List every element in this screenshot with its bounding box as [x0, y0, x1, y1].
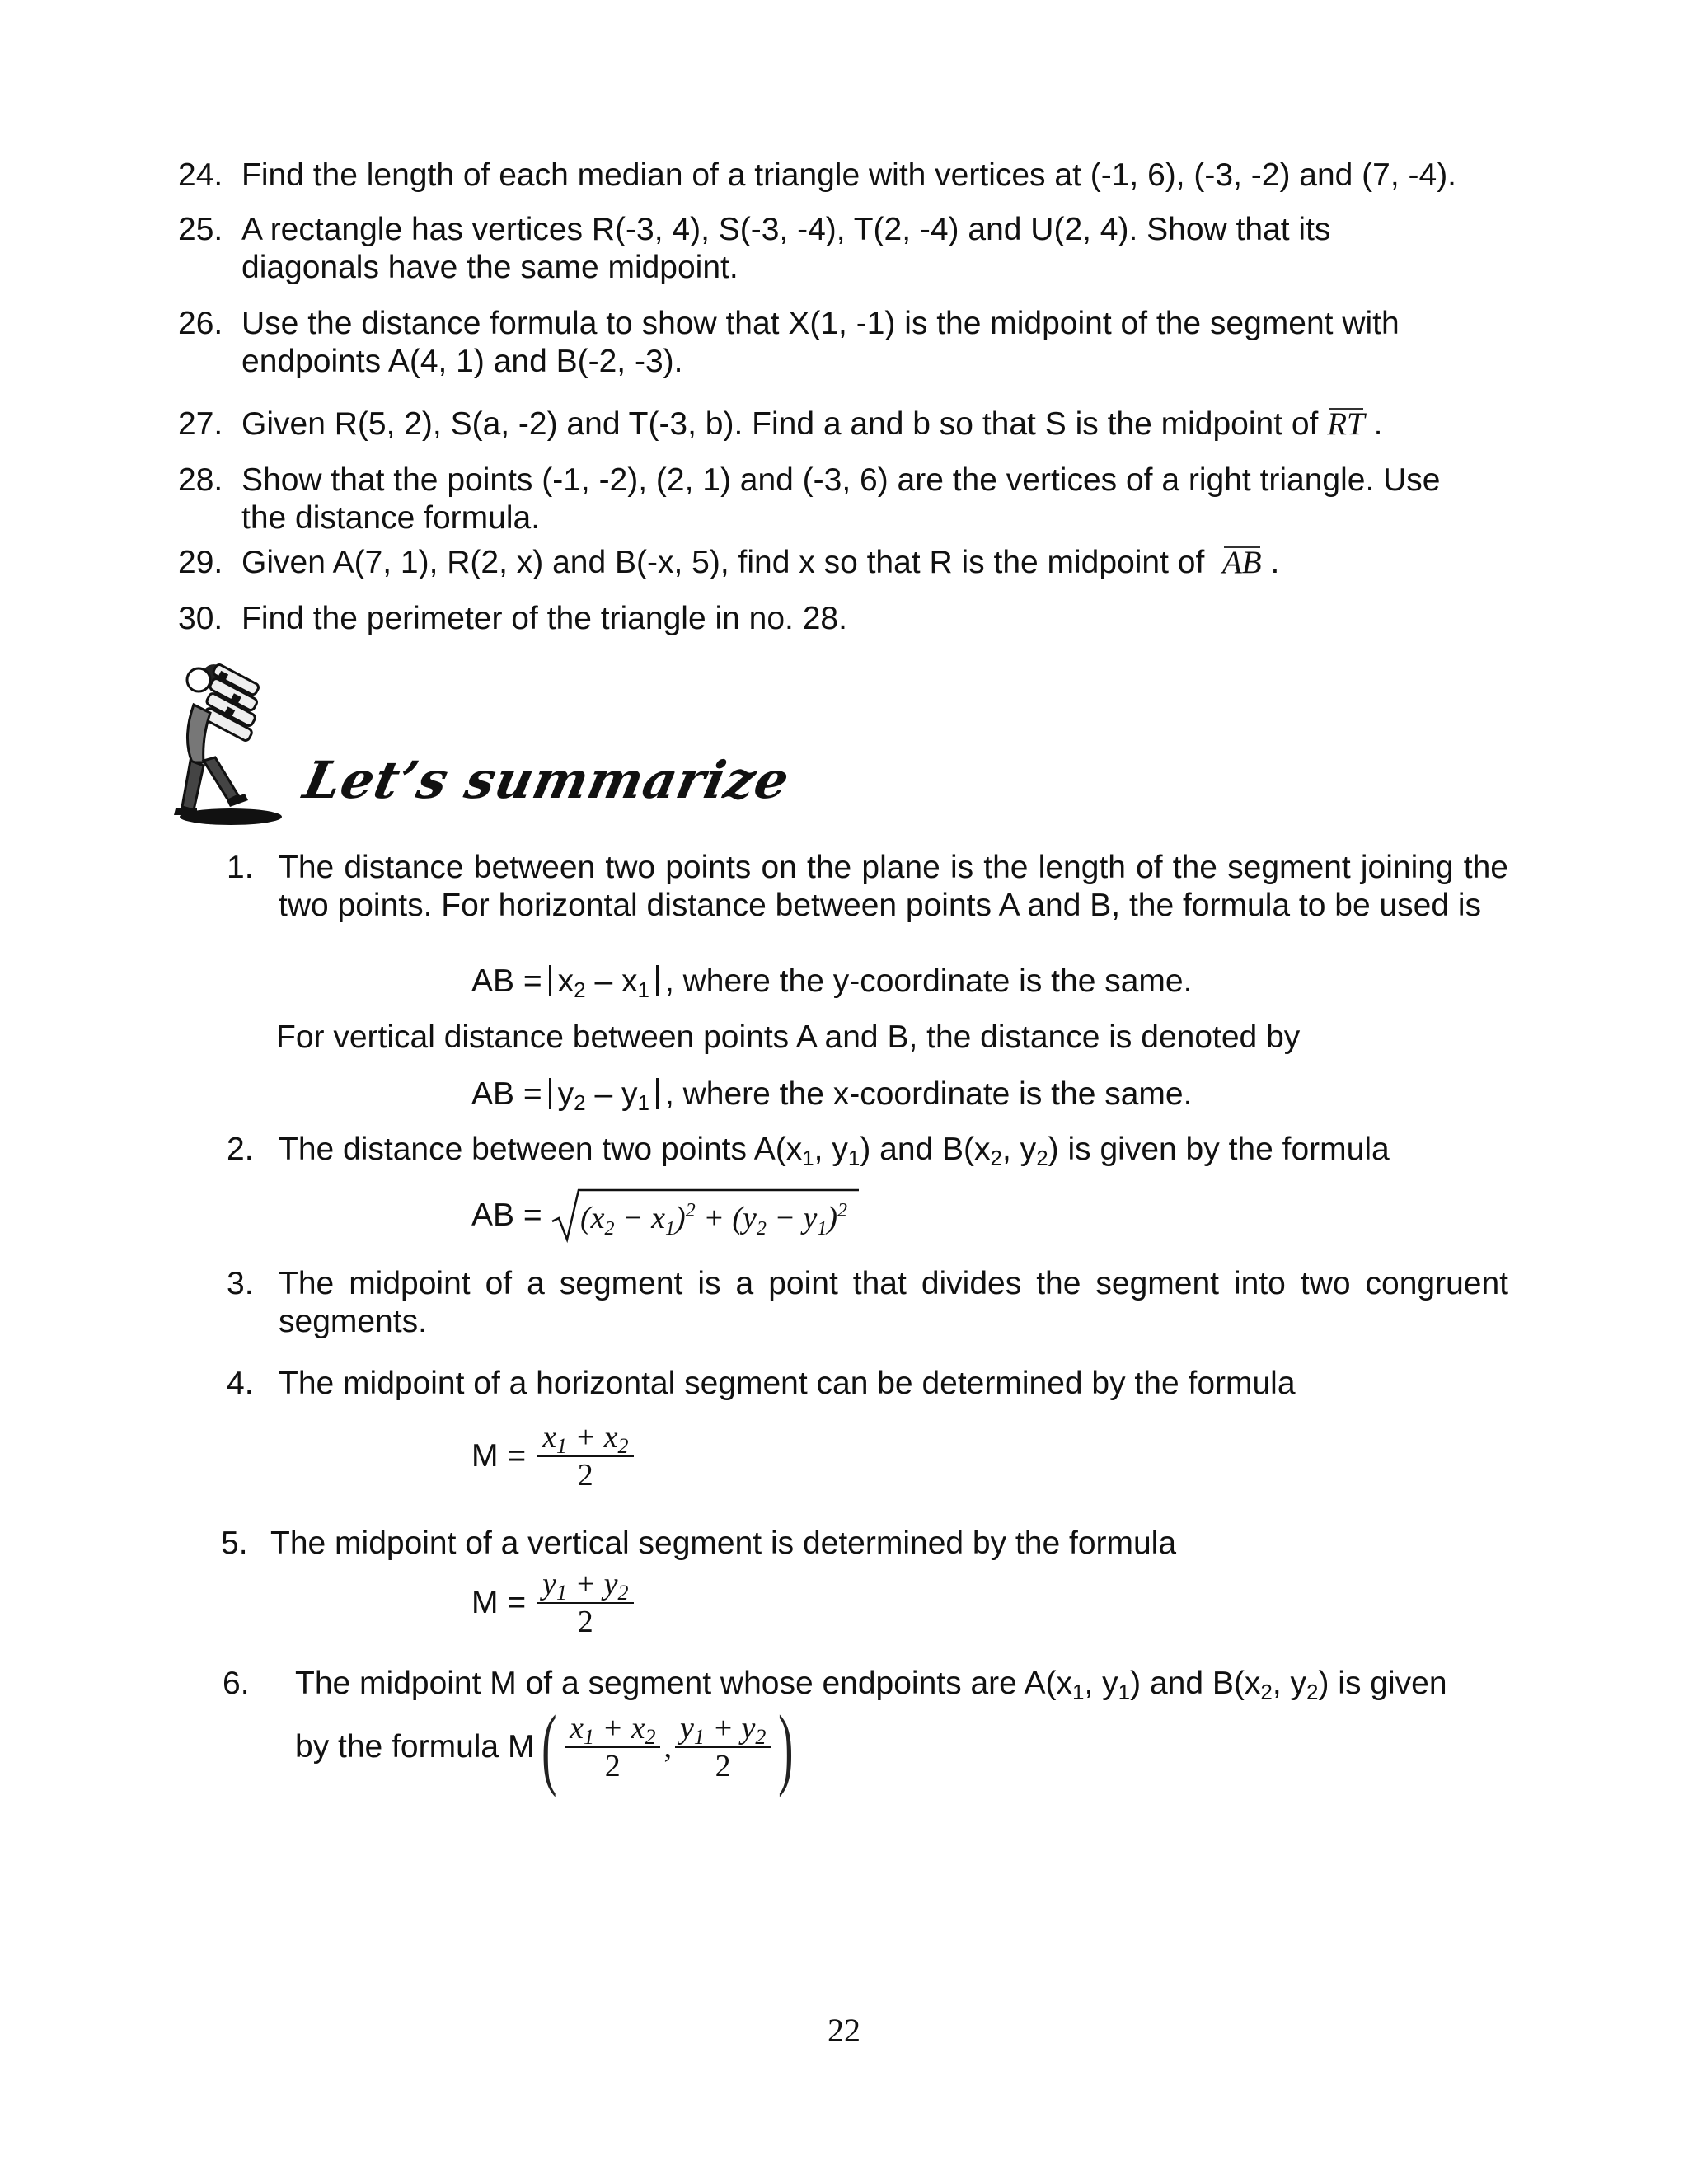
formula-vertical-midpoint	[471, 1566, 634, 1640]
formula-midpoint	[295, 1697, 801, 1797]
formula-lhs: AB =	[471, 1197, 542, 1233]
abs-bar-right	[656, 965, 659, 996]
person-carrying-books-icon	[169, 655, 309, 828]
formula-lhs: AB =	[471, 963, 542, 999]
vertical-distance-text: For vertical distance between points A and B, the distance is denoted by	[276, 1019, 1301, 1055]
subscript: 1	[637, 1090, 649, 1115]
formula-lhs: by the formula M	[295, 1729, 535, 1765]
abs-bar-left	[549, 1078, 551, 1109]
exercise-text: Find the length of each median of a triangle with vertices at (-1, 6), (-3, -2) and (7, -4).	[241, 157, 1457, 193]
text: , y	[1084, 1666, 1118, 1701]
summary-paragraph: The distance between two points on the plane is the length of the segment joining the two points. For horizontal distance between points A and B, the formula to be used is	[279, 850, 1508, 923]
text: , y	[1272, 1666, 1306, 1701]
formula-distance	[471, 1197, 542, 1235]
exercise-text	[241, 544, 1279, 582]
exercise-text: endpoints A(4, 1) and B(-2, -3).	[241, 344, 683, 379]
text: The midpoint M of a segment whose endpoints are A(x	[295, 1666, 1073, 1701]
subscript: 2	[1260, 1680, 1273, 1704]
text: ) and B(x	[1130, 1666, 1261, 1701]
summary-number: 3.	[227, 1266, 254, 1301]
formula-var: – y	[585, 1076, 638, 1112]
denominator: 2	[604, 1749, 621, 1783]
exercise-text: the distance formula.	[241, 500, 541, 536]
exercise-text	[241, 405, 1382, 443]
text: The distance between two points A(x	[279, 1132, 803, 1167]
fraction: $\frac{x_1 + x_2}{2}$	[565, 1710, 660, 1784]
exercise-number: 30.	[178, 601, 223, 636]
formula-var: x	[557, 963, 574, 999]
formula-lhs: M =	[471, 1438, 527, 1474]
abs-bar-right	[656, 1078, 659, 1109]
formula-horizontal-distance	[471, 963, 1192, 1001]
subscript: 1	[637, 977, 649, 1002]
subscript: 2	[990, 1146, 1003, 1170]
abs-bar-left	[549, 965, 551, 996]
summary-number: 5.	[221, 1526, 248, 1561]
period: .	[1261, 545, 1280, 580]
distance-formula-radical	[551, 1187, 864, 1244]
denominator: 2	[577, 1605, 593, 1639]
summary-text	[295, 1665, 1447, 1703]
formula-vertical-distance	[471, 1076, 1192, 1113]
subscript: 1	[847, 1146, 860, 1170]
exercise-text-body: Given R(5, 2), S(a, -2) and T(-3, b). Find a and b so that S is the midpoint of	[241, 406, 1319, 442]
formula-note: , where the x-coordinate is the same.	[664, 1076, 1193, 1112]
exercise-text: Find the perimeter of the triangle in no. 28.	[241, 601, 847, 636]
formula-lhs: AB =	[471, 1076, 542, 1112]
right-paren: )	[778, 1697, 794, 1797]
exercise-text: diagonals have the same midpoint.	[241, 250, 738, 285]
text: ) is given by the formula	[1048, 1132, 1390, 1167]
subscript: 2	[1306, 1680, 1319, 1704]
exercise-text: Show that the points (-1, -2), (2, 1) and (-3, 6) are the vertices of a right triangle. Use	[241, 462, 1441, 498]
exercise-number: 26.	[178, 306, 223, 341]
exercise-number: 27.	[178, 406, 223, 442]
formula-var: – x	[585, 963, 638, 999]
page-number: 22	[828, 2012, 860, 2049]
subscript: 2	[1036, 1146, 1048, 1170]
denominator: 2	[577, 1458, 593, 1493]
subscript: 1	[1072, 1680, 1085, 1704]
exercise-text: Use the distance formula to show that X(1, -1) is the midpoint of the segment with	[241, 306, 1400, 341]
left-paren: (	[542, 1697, 557, 1797]
fraction: $\frac{x_1 + x_2}{2}$	[537, 1419, 633, 1493]
fraction: $\frac{y_1 + y_2}{2}$	[537, 1566, 633, 1640]
text: , y	[1002, 1132, 1037, 1167]
exercise-number: 29.	[178, 545, 223, 580]
formula-var: y	[557, 1076, 574, 1112]
summary-text	[279, 1131, 1390, 1169]
formula-note: , where the y-coordinate is the same.	[664, 963, 1193, 999]
exercise-number: 25.	[178, 212, 223, 247]
summary-number: 1.	[227, 850, 254, 885]
subscript: 2	[574, 1090, 586, 1115]
summary-number: 2.	[227, 1132, 254, 1167]
comma: ,	[663, 1730, 672, 1765]
summary-text: The midpoint of a vertical segment is determined by the formula	[270, 1526, 1177, 1561]
summary-paragraph: The midpoint of a segment is a point that divides the segment into two congruent segments.	[279, 1266, 1508, 1339]
exercise-number: 28.	[178, 462, 223, 498]
text: , y	[814, 1132, 848, 1167]
summary-number: 4.	[227, 1366, 254, 1401]
segment-rt: RT	[1327, 406, 1365, 442]
formula-horizontal-midpoint	[471, 1419, 634, 1493]
segment-ab: AB	[1221, 545, 1262, 580]
summary-text: The midpoint of a horizontal segment can be determined by the formula	[279, 1366, 1296, 1401]
section-title: Let’s summarize	[298, 750, 795, 810]
period: .	[1364, 406, 1383, 442]
exercise-number: 24.	[178, 157, 223, 193]
subscript: 1	[802, 1146, 814, 1170]
fraction: $\frac{y_1 + y_2}{2}$	[675, 1710, 771, 1784]
text: ) and B(x	[860, 1132, 991, 1167]
subscript: 1	[1118, 1680, 1131, 1704]
denominator: 2	[715, 1749, 731, 1783]
subscript: 2	[574, 977, 586, 1002]
summary-number: 6.	[223, 1666, 250, 1701]
exercise-text-body: Given A(7, 1), R(2, x) and B(-x, 5), find x so that R is the midpoint of	[241, 545, 1205, 580]
exercise-text: A rectangle has vertices R(-3, 4), S(-3, -4), T(2, -4) and U(2, 4). Show that its	[241, 212, 1331, 247]
svg-text:(x2 − x1)2 + (y2 − y1)2: $(x_2 - x_1)^2 + (y_2 - y_1)^2$	[580, 1200, 848, 1240]
text: ) is given	[1318, 1666, 1447, 1701]
formula-lhs: M =	[471, 1585, 527, 1620]
